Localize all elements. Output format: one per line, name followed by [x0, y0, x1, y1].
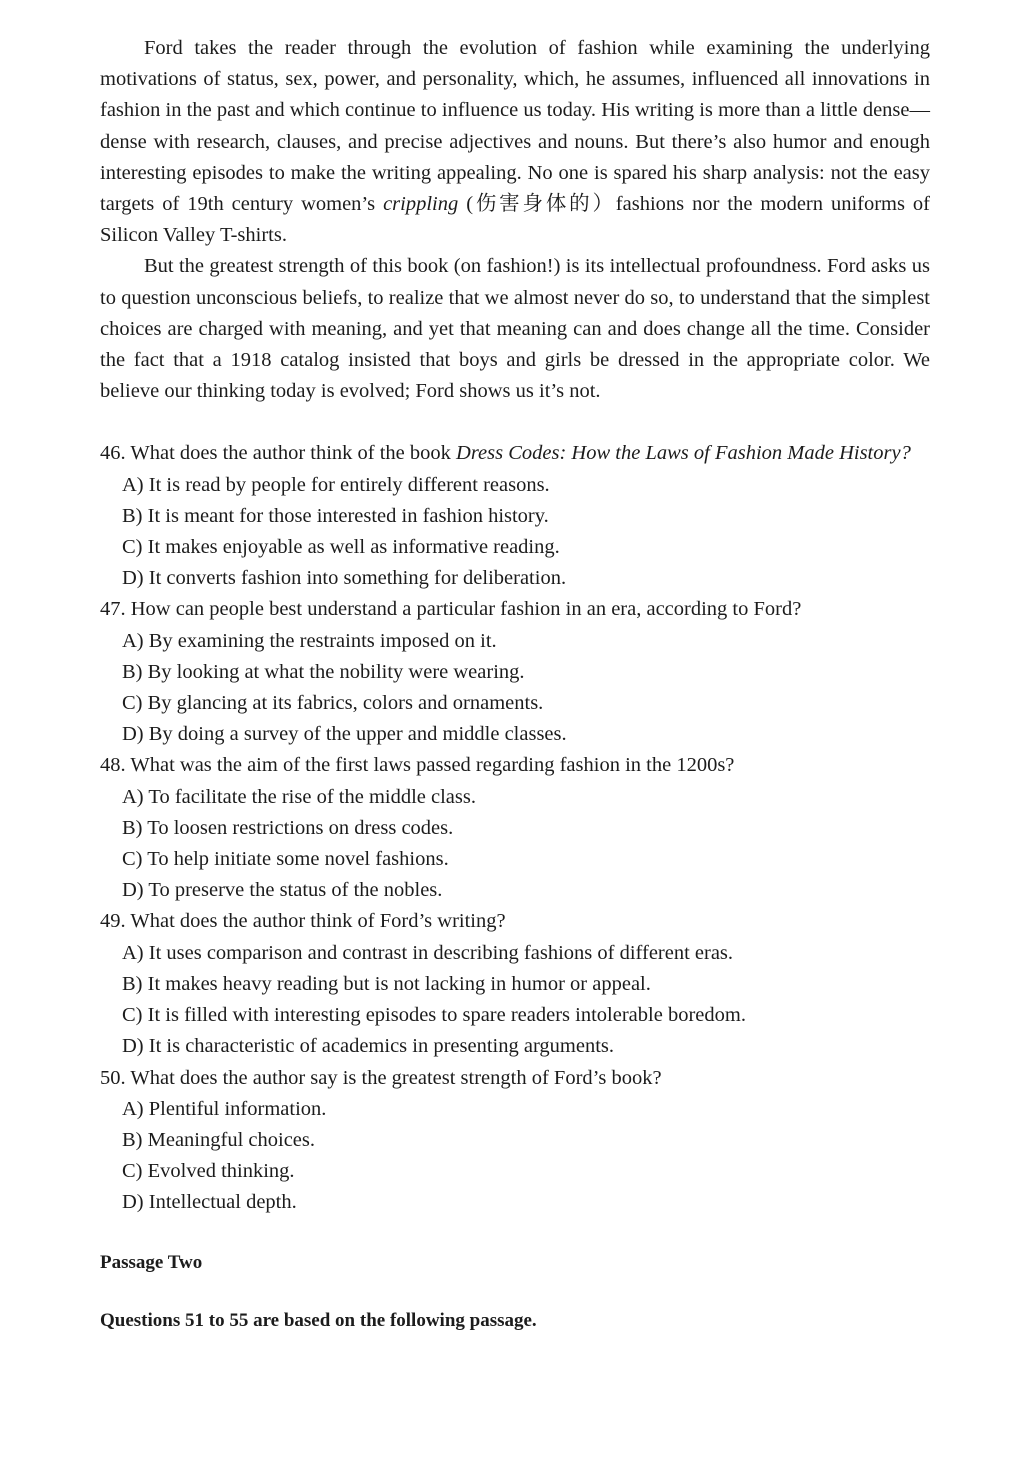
question-49-options [100, 938, 930, 1063]
option-b: B) Meaningful choices. [122, 1128, 315, 1151]
option-a: A) To facilitate the rise of the middle class. [122, 785, 476, 808]
spacer [100, 1219, 930, 1247]
paragraph-1-italic-word: crippling [383, 193, 459, 216]
spacer [100, 1278, 930, 1305]
option-a: A) By examining the restraints imposed on it. [122, 629, 497, 652]
option-a: A) It is read by people for entirely different reasons. [122, 473, 550, 496]
option-b: B) By looking at what the nobility were wearing. [122, 660, 525, 683]
question-48 [100, 750, 930, 906]
option-c: C) Evolved thinking. [122, 1160, 295, 1183]
question-46-stem [100, 438, 930, 469]
question-47 [100, 594, 930, 750]
option-b: B) It is meant for those interested in fashion history. [122, 504, 549, 527]
option-a: A) Plentiful information. [122, 1097, 327, 1120]
spacer [100, 407, 930, 438]
question-47-stem: 47. How can people best understand a particular fashion in an era, according to Ford? [100, 598, 802, 621]
document-page [100, 33, 930, 1336]
passage-paragraph-1 [100, 33, 930, 251]
questions-instruction: Questions 51 to 55 are based on the following passage. [100, 1309, 537, 1331]
question-48-stem: 48. What was the aim of the first laws passed regarding fashion in the 1200s? [100, 754, 735, 777]
question-50 [100, 1063, 930, 1219]
question-46-stem-text: 46. What does the author think of the book [100, 442, 457, 465]
option-b: B) It makes heavy reading but is not lacking in humor or appeal. [122, 972, 651, 995]
question-50-options [100, 1094, 930, 1219]
question-46 [100, 438, 930, 594]
option-d: D) It converts fashion into something for deliberation. [122, 567, 567, 590]
question-49-stem: 49. What does the author think of Ford’s writing? [100, 910, 506, 933]
question-46-options [100, 470, 930, 595]
option-d: D) It is characteristic of academics in presenting arguments. [122, 1035, 615, 1058]
option-b: B) To loosen restrictions on dress codes. [122, 816, 454, 839]
option-d: D) Intellectual depth. [122, 1191, 297, 1214]
option-c: C) It is filled with interesting episodes to spare readers intolerable boredom. [122, 1004, 746, 1027]
book-title: Dress Codes: How the Laws of Fashion Made History? [456, 442, 911, 465]
option-c: C) To help initiate some novel fashions. [122, 848, 449, 871]
paragraph-1-text: Ford takes the reader through the evolution of fashion while examining the underlying motivations of status, sex, power, and personality, which, he assumes, influenced all innovations in fashion in the past and which continue to influence us today. His writing is more than a little dense—dense with research, clauses, and precise adjectives and nouns. But there’s also humor and enough interesting episodes to make the writing appealing. No one is spared his sharp analysis: not the easy targets of 19th century women’s [100, 37, 930, 216]
option-c: C) By glancing at its fabrics, colors and ornaments. [122, 692, 544, 715]
option-c: C) It makes enjoyable as well as informative reading. [122, 536, 560, 559]
passage-two-heading: Passage Two [100, 1251, 203, 1273]
option-a: A) It uses comparison and contrast in describing fashions of different eras. [122, 941, 734, 964]
passage-paragraph-2: But the greatest strength of this book (on fashion!) is its intellectual profoundness. Ford asks us to question unconscious beliefs, to realize that we almost never do so, to understand that the simplest choices are charged with meaning, and yet that meaning can and does change all the time. Consider the fact that a 1918 catalog insisted that boys and girls be dressed in the appropriate color. We believe our thinking today is evolved; Ford shows us it’s not. [100, 255, 930, 403]
question-49 [100, 906, 930, 1062]
question-48-options [100, 782, 930, 907]
paragraph-1-text-end: (伤害身体的）fashions nor the modern uniforms of Silicon Valley T-shirts. [100, 193, 930, 247]
option-d: D) By doing a survey of the upper and middle classes. [122, 723, 567, 746]
question-47-options [100, 626, 930, 751]
question-50-stem: 50. What does the author say is the greatest strength of Ford’s book? [100, 1066, 662, 1089]
option-d: D) To preserve the status of the nobles. [122, 879, 443, 902]
